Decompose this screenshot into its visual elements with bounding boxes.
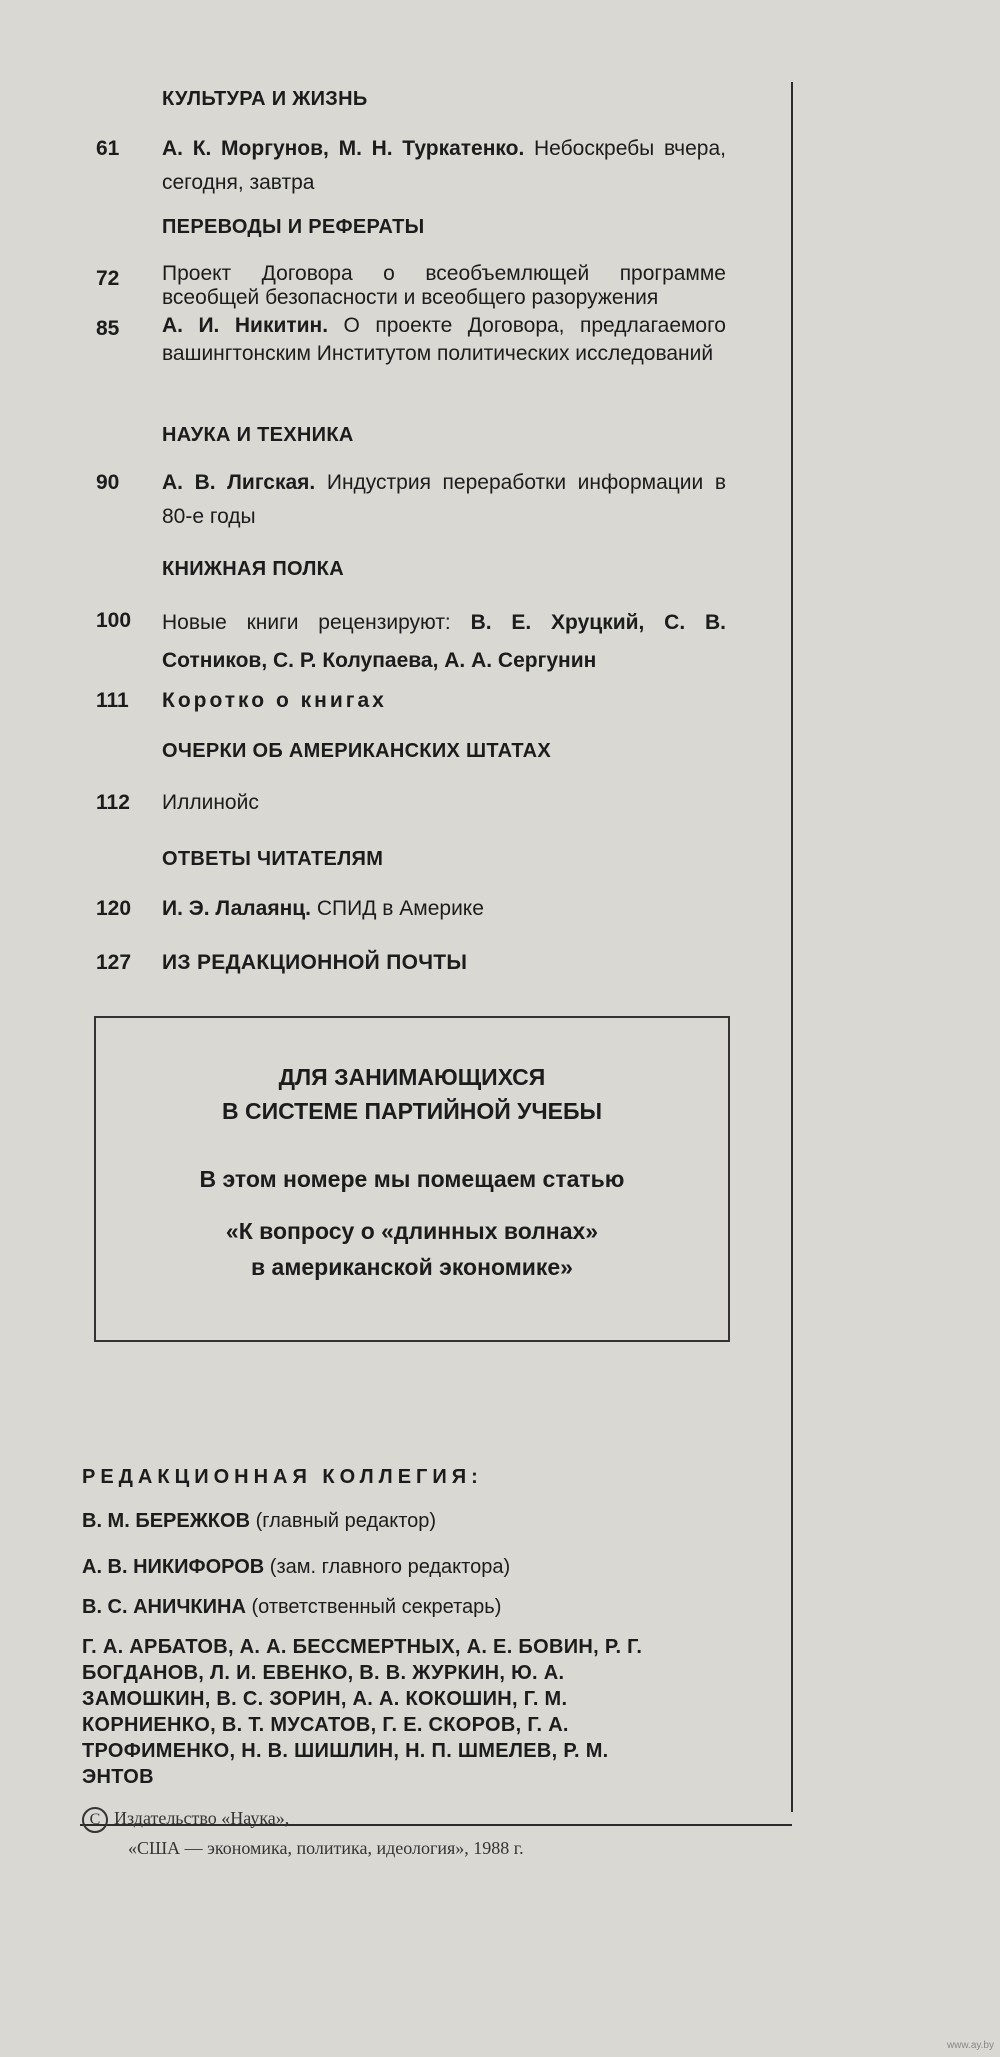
section-books: КНИЖНАЯ ПОЛКА <box>162 558 344 580</box>
page-number: 90 <box>96 471 120 494</box>
toc-entry-112 <box>96 786 726 820</box>
page-number: 85 <box>96 317 120 340</box>
toc-entry-111 <box>96 684 726 718</box>
toc-entry-85 <box>96 312 726 402</box>
board-secretary-name: В. С. АНИЧКИНА <box>82 1596 246 1618</box>
notice-line-2: В СИСТЕМЕ ПАРТИЙНОЙ УЧЕБЫ <box>221 1098 603 1124</box>
toc-entry-120 <box>96 892 726 926</box>
page-number: 127 <box>96 951 132 974</box>
entry-title: Новые книги рецензируют: <box>162 611 451 634</box>
section-readers: ОТВЕТЫ ЧИТАТЕЛЯМ <box>162 848 384 870</box>
section-states: ОЧЕРКИ ОБ АМЕРИКАНСКИХ ШТАТАХ <box>162 740 552 762</box>
notice-line-5: в американской экономике» <box>251 1254 573 1280</box>
board-deputy <box>82 1556 510 1579</box>
vertical-rule <box>791 82 793 1812</box>
entry-title: Небоскребы вчера, сегодня, завтра <box>162 137 726 194</box>
entry-author: И. Э. Лалаянц. <box>162 897 312 920</box>
notice-line-4: «К вопросу о «длинных волнах» <box>225 1218 599 1244</box>
section-science: НАУКА И ТЕХНИКА <box>162 424 354 446</box>
toc-entry-100 <box>96 604 726 674</box>
board-secretary <box>82 1596 501 1619</box>
board-chief-role: (главный редактор) <box>255 1510 437 1532</box>
board-chief-name: В. М. БЕРЕЖКОВ <box>82 1510 251 1532</box>
section-translations: ПЕРЕВОДЫ И РЕФЕРАТЫ <box>162 216 425 238</box>
board-members: Г. А. АРБАТОВ, А. А. БЕССМЕРТНЫХ, А. Е. БОВИН, Р. Г. БОГДАНОВ, Л. И. ЕВЕНКО, В. В. ЖУРКИН, Ю. А. ЗАМОШКИН, В. С. ЗОРИН, А. А. КОКОШИН, Г. М. КОРНИЕНКО, В. Т. МУСАТОВ, Г. Е. СКОРОВ, Г. А. ТРОФИМЕНКО, Н. В. ШИШЛИН, Н. П. ШМЕЛЕВ, Р. М. ЭНТОВ <box>82 1636 643 1788</box>
toc-entry-90 <box>96 466 726 536</box>
entry-author: А. В. Лигская. <box>162 471 316 494</box>
entry-title: Иллинойс <box>162 791 259 814</box>
notice-line-1: ДЛЯ ЗАНИМАЮЩИХСЯ <box>278 1064 546 1090</box>
page-number: 100 <box>96 609 132 632</box>
publisher-line-2: «США — экономика, политика, идеология», 1988 г. <box>128 1838 524 1858</box>
board-secretary-role: (ответственный секретарь) <box>251 1596 502 1618</box>
page-number: 112 <box>96 791 130 814</box>
editorial-board-title: РЕДАКЦИОННАЯ КОЛЛЕГИЯ: <box>82 1466 483 1488</box>
entry-title: Коротко о книгах <box>162 689 387 712</box>
toc-entry-127 <box>96 946 726 980</box>
entry-title: СПИД в Америке <box>316 897 484 920</box>
entry-title: Проект Договора о всеобъемлющей программе всеобщей безопасности и всеобщего разоружения <box>162 262 726 309</box>
page-number: 61 <box>96 137 120 160</box>
entry-authors: В. Е. Хруцкий, С. В. Сотников, С. Р. Колупаева, А. А. Сергунин <box>162 611 726 672</box>
watermark: www.ay.by <box>946 2040 994 2051</box>
board-deputy-name: А. В. НИКИФОРОВ <box>82 1556 265 1578</box>
section-culture: КУЛЬТУРА И ЖИЗНЬ <box>162 88 368 110</box>
publisher-name: Издательство «Наука», <box>114 1808 290 1828</box>
entry-title: Индустрия переработки информации в 80-е годы <box>162 471 726 528</box>
entry-title: ИЗ РЕДАКЦИОННОЙ ПОЧТЫ <box>162 951 468 974</box>
entry-author: А. К. Моргунов, М. Н. Туркатенко. <box>162 137 525 160</box>
board-chief <box>82 1510 436 1533</box>
board-deputy-role: (зам. главного редактора) <box>269 1556 511 1578</box>
publisher-line-1 <box>82 1804 289 1833</box>
page-number: 72 <box>96 267 120 290</box>
page-number: 120 <box>96 897 132 920</box>
entry-title: О проекте Договора, предлагаемого вашингтонским Институтом политических исследований <box>162 314 726 365</box>
copyright-icon: C <box>82 1807 108 1833</box>
page-number: 111 <box>96 689 129 712</box>
party-study-notice-box <box>94 1016 730 1342</box>
toc-entry-61 <box>96 132 726 192</box>
notice-line-3: В этом номере мы помещаем статью <box>199 1166 625 1192</box>
entry-author: А. И. Никитин. <box>162 314 329 337</box>
